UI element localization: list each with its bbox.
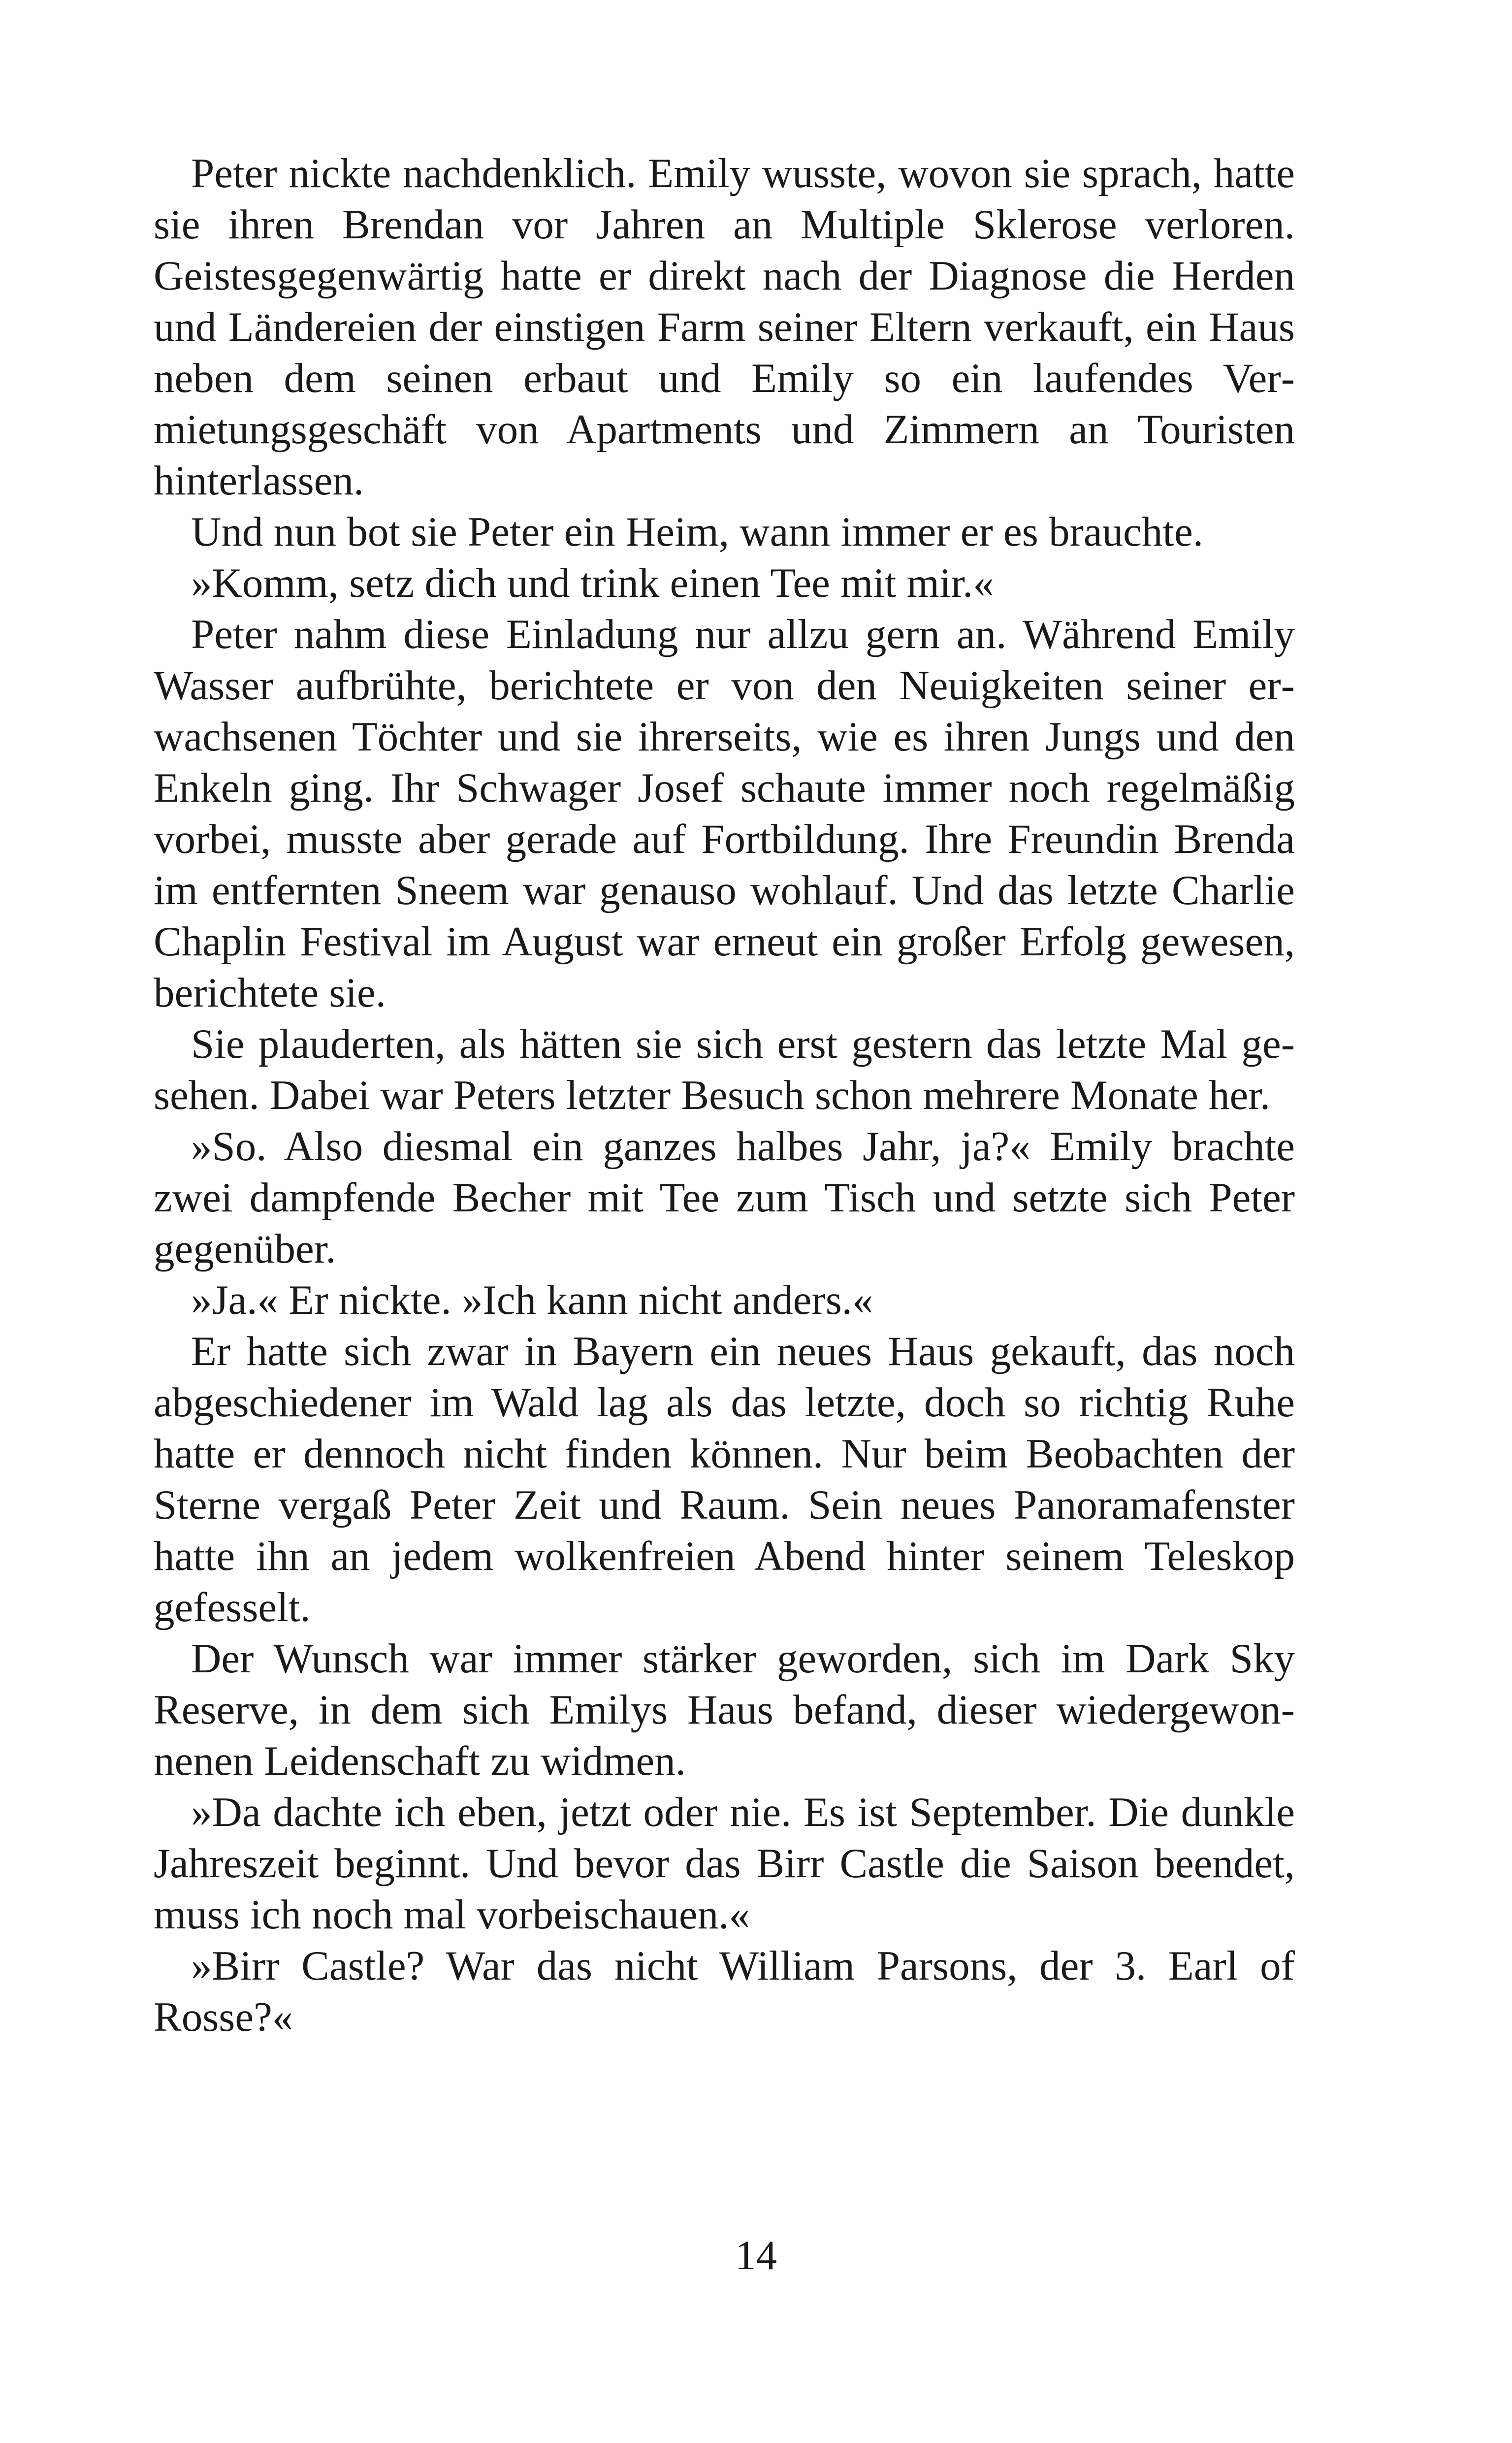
paragraph: Und nun bot sie Peter ein Heim, wann immer er es brauchte. xyxy=(191,509,1203,555)
paragraph: »Komm, setz dich und trink einen Tee mit mir.« xyxy=(191,560,994,606)
paragraph: »Da dachte ich eben, jetzt oder nie. Es ist September. Die dunkle Jahreszeit beginnt. Und bevor das Birr Castle die Saison beendet, muss ich noch mal vorbeischauen.« xyxy=(154,1789,1295,1938)
paragraph: »Ja.« Er nickte. »Ich kann nicht anders.« xyxy=(191,1277,873,1323)
paragraph: Der Wunsch war immer stärker geworden, sich im Dark Sky Reserve, in dem sich Emilys Haus befand, dieser wiedergewonnenen Leidenschaft zu widmen. xyxy=(154,1635,1295,1784)
paragraph: Peter nickte nachdenklich. Emily wusste, wovon sie sprach, hatte sie ihren Brendan vor Jahren an Multiple Sklerose verloren. Geistesgegenwärtig hatte er direkt nach der Diagnose die Herden und Ländereien der einstigen Farm seiner Eltern verkauft, ein Haus neben dem seinen erbaut und Emily so ein laufendes Vermietungsgeschäft von Apartments und Zimmern an Touristen hinterlassen. xyxy=(154,150,1295,504)
paragraph: Peter nahm diese Einladung nur allzu gern an. Während Emily Wasser aufbrühte, berichtete er von den Neuigkeiten seiner erwachsenen Töchter und sie ihrerseits, wie es ihren Jungs und den Enkeln ging. Ihr Schwager Josef schaute immer noch regelmäßig vorbei, musste aber gerade auf Fortbildung. Ihre Freundin Brenda im entfernten Sneem war genauso wohlauf. Und das letzte Charlie Chaplin Festival im August war erneut ein großer Erfolg gewesen, berichtete sie. xyxy=(154,611,1295,1016)
paragraph: »So. Also diesmal ein ganzes halbes Jahr, ja?« Emily brachte zwei dampfende Becher mit Tee zum Tisch und setzte sich Peter gegenüber. xyxy=(154,1123,1295,1272)
paragraph: Er hatte sich zwar in Bayern ein neues Haus gekauft, das noch abgeschiedener im Wald lag als das letzte, doch so richtig Ruhe hatte er dennoch nicht finden können. Nur beim Beobachten der Sterne vergaß Peter Zeit und Raum. Sein neues Panoramafenster hatte ihn an jedem wolkenfreien Abend hinter seinem Teleskop gefesselt. xyxy=(154,1328,1295,1630)
page-number: 14 xyxy=(735,2232,777,2279)
paragraph: »Birr Castle? War das nicht William Parsons, der 3. Earl of Rosse?« xyxy=(154,1943,1295,2040)
body-text xyxy=(154,148,1295,2043)
paragraph: Sie plauderten, als hätten sie sich erst gestern das letzte Mal gesehen. Dabei war Peters letzter Besuch schon mehrere Monate her. xyxy=(154,1021,1295,1118)
